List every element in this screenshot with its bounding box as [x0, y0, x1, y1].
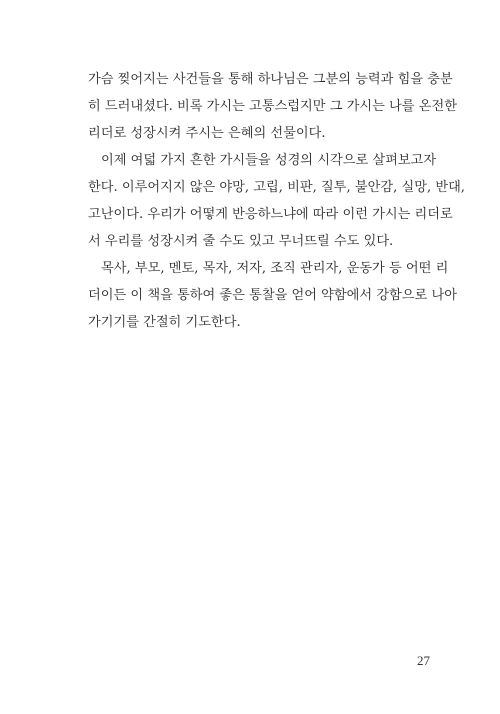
paragraph-2 — [88, 147, 465, 255]
text-line: 한다. 이루어지지 않은 야망, 고립, 비판, 질투, 불안감, 실망, 반대, — [88, 180, 465, 195]
text-line: 고난이다. 우리가 어떻게 반응하느냐에 따라 이런 가시는 리더로 — [88, 207, 453, 222]
text-line: 서 우리를 성장시켜 줄 수도 있고 무너뜨릴 수도 있다. — [88, 234, 394, 249]
text-line: 히 드러내셨다. 비록 가시는 고통스럽지만 그 가시는 나를 온전한 — [88, 99, 457, 114]
text-line: 더이든 이 책을 통하여 좋은 통찰을 얻어 약함에서 강함으로 나아 — [88, 288, 457, 303]
paragraph-3 — [88, 255, 457, 336]
text-line: 리더로 성장시켜 주시는 은혜의 선물이다. — [88, 126, 326, 141]
text-line: 가슴 찢어지는 사건들을 통해 하나님은 그분의 능력과 힘을 충분 — [88, 72, 453, 87]
paragraph-1 — [88, 66, 457, 147]
text-line: 이제 여덟 가지 흔한 가시들을 성경의 시각으로 살펴보고자 — [101, 153, 437, 168]
page-number: 27 — [417, 653, 430, 668]
text-line: 목사, 부모, 멘토, 목자, 저자, 조직 관리자, 운동가 등 어떤 리 — [101, 261, 449, 276]
text-line: 가기기를 간절히 기도한다. — [88, 315, 241, 330]
body-text — [88, 66, 465, 336]
